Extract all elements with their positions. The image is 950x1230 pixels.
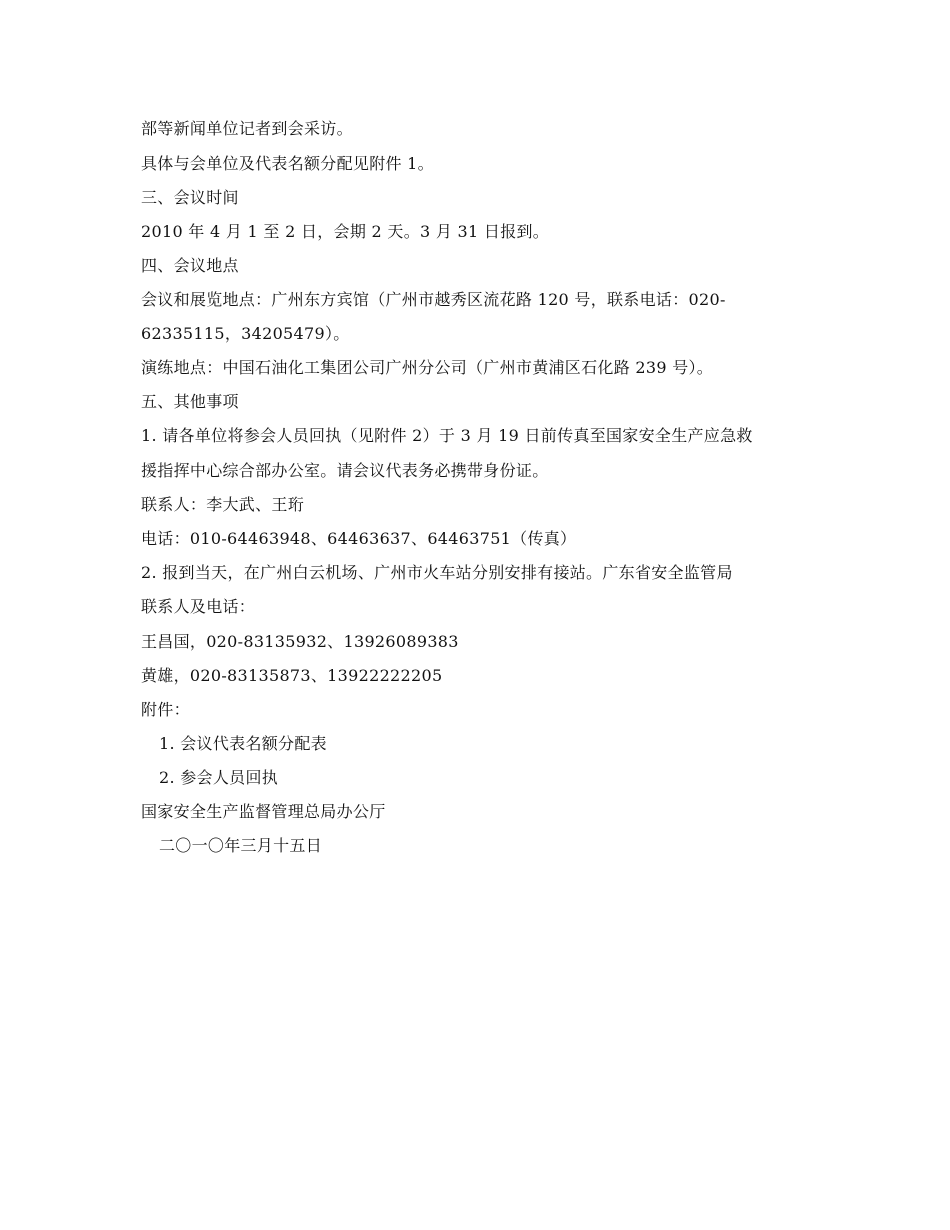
section-heading-meeting-time: 三、会议时间 (141, 188, 239, 207)
text-line-contacts: 联系人：李大武、王珩 (141, 495, 305, 514)
text-line-venue-phone: 62335115，34205479）。 (141, 324, 350, 343)
text-line-contact-wang: 王昌国，020-83135932、13926089383 (141, 632, 459, 651)
issuer-signature: 国家安全生产监督管理总局办公厅 (141, 802, 386, 821)
text-line-item-2: 2. 报到当天，在广州白云机场、广州市火车站分别安排有接站。广东省安全监管局 (141, 563, 733, 582)
text-line-item-1: 1. 请各单位将参会人员回执（见附件 2）于 3 月 19 日前传真至国家安全生产应急救 (141, 426, 753, 445)
text-line-contact-huang: 黄雄，020-83135873、13922222205 (141, 666, 443, 685)
text-line-item-1-cont: 援指挥中心综合部办公室。请会议代表务必携带身份证。 (141, 461, 549, 480)
text-line-item-2-cont: 联系人及电话： (141, 597, 256, 616)
text-line-meeting-date: 2010 年 4 月 1 至 2 日，会期 2 天。3 月 31 日报到。 (141, 222, 550, 241)
attachments-heading: 附件： (141, 700, 190, 719)
text-line-press: 部等新闻单位记者到会采访。 (141, 119, 353, 138)
attachment-item-2: 2. 参会人员回执 (159, 768, 279, 787)
issue-date: 二〇一〇年三月十五日 (159, 836, 323, 855)
text-line-drill-location: 演练地点：中国石油化工集团公司广州分公司（广州市黄浦区石化路 239 号）。 (141, 358, 714, 377)
text-line-attachment-ref: 具体与会单位及代表名额分配见附件 1。 (141, 154, 434, 173)
text-line-venue: 会议和展览地点：广州东方宾馆（广州市越秀区流花路 120 号，联系电话：020- (141, 290, 726, 309)
attachment-item-1: 1. 会议代表名额分配表 (159, 734, 327, 753)
section-heading-meeting-location: 四、会议地点 (141, 256, 239, 275)
text-line-phone: 电话：010-64463948、64463637、64463751（传真） (141, 529, 577, 548)
section-heading-other-matters: 五、其他事项 (141, 392, 239, 411)
